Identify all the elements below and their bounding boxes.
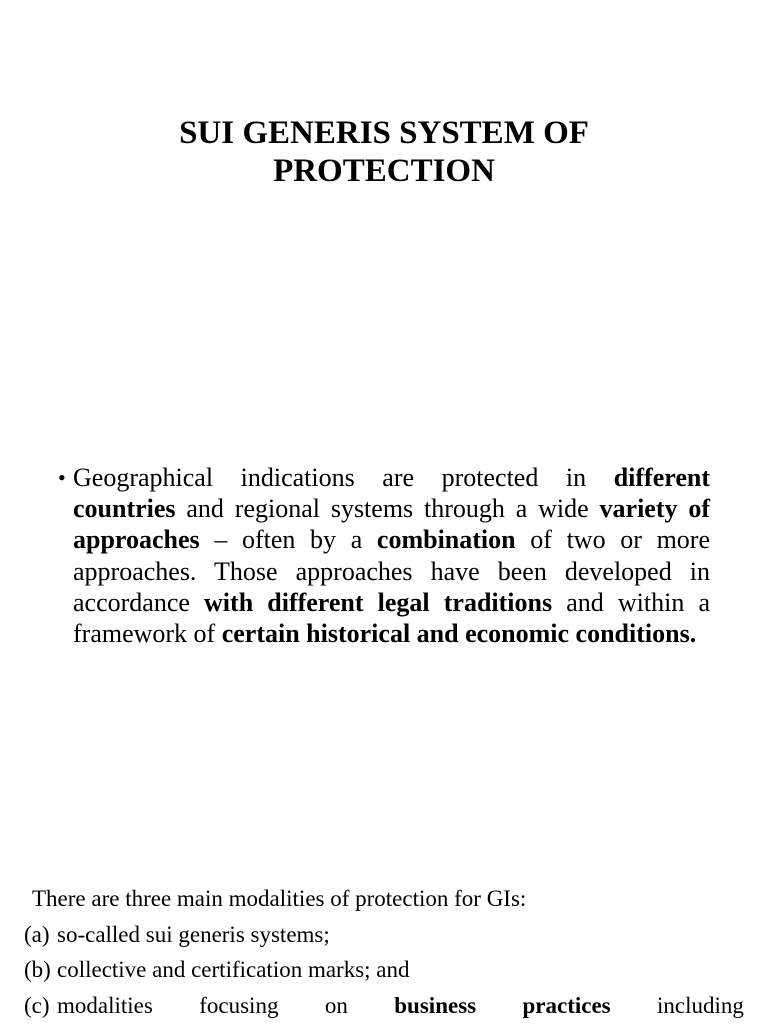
modality-text: collective and certification marks; and [57, 957, 410, 982]
bullet-segment-bold: combination [376, 525, 516, 555]
modality-item-a [0, 917, 768, 953]
slide-title [0, 114, 768, 190]
modality-item-c [0, 988, 768, 1024]
modality-word: on [324, 992, 348, 1018]
modality-label: (c) [24, 992, 50, 1018]
bullet-segment-bold: variety of approaches [73, 494, 711, 555]
modality-label: (a) [24, 921, 50, 947]
slide-title-line-2: PROTECTION [273, 153, 495, 189]
slide-title-line-1: SUI GENERIS SYSTEM OF [179, 115, 589, 151]
bullet-segment-bold: certain historical and economic conditions. [221, 619, 697, 649]
modalities-section [0, 881, 768, 1023]
bullet-segment-bold: different countries [73, 463, 710, 524]
bullet-segment: of two or more approaches. Those approaches have been developed in accordance [73, 525, 710, 617]
modality-word: including [657, 992, 744, 1018]
modality-word-bold: business [394, 992, 477, 1018]
modality-word-bold: practices [522, 992, 611, 1018]
modality-item-b [0, 952, 768, 988]
modality-text: so-called sui generis systems; [57, 921, 330, 947]
modalities-intro: There are three main modalities of protection for GIs: [32, 886, 527, 911]
bullet-paragraph [58, 462, 710, 649]
bullet-text [73, 462, 710, 649]
bullet-dot-icon: • [58, 465, 66, 490]
bullet-segment: – often by a [199, 525, 377, 555]
bullet-segment: and regional systems through a wide [175, 494, 600, 524]
bullet-segment: Geographical indications are protected in [73, 463, 614, 492]
bullet-segment-bold: with different legal traditions [204, 587, 553, 617]
modality-word: modalities [57, 992, 153, 1018]
modality-label: (b) [24, 957, 51, 982]
modality-text [57, 988, 744, 1024]
bullet-segment: and within a framework of [73, 587, 710, 649]
modality-word: focusing [199, 992, 279, 1018]
